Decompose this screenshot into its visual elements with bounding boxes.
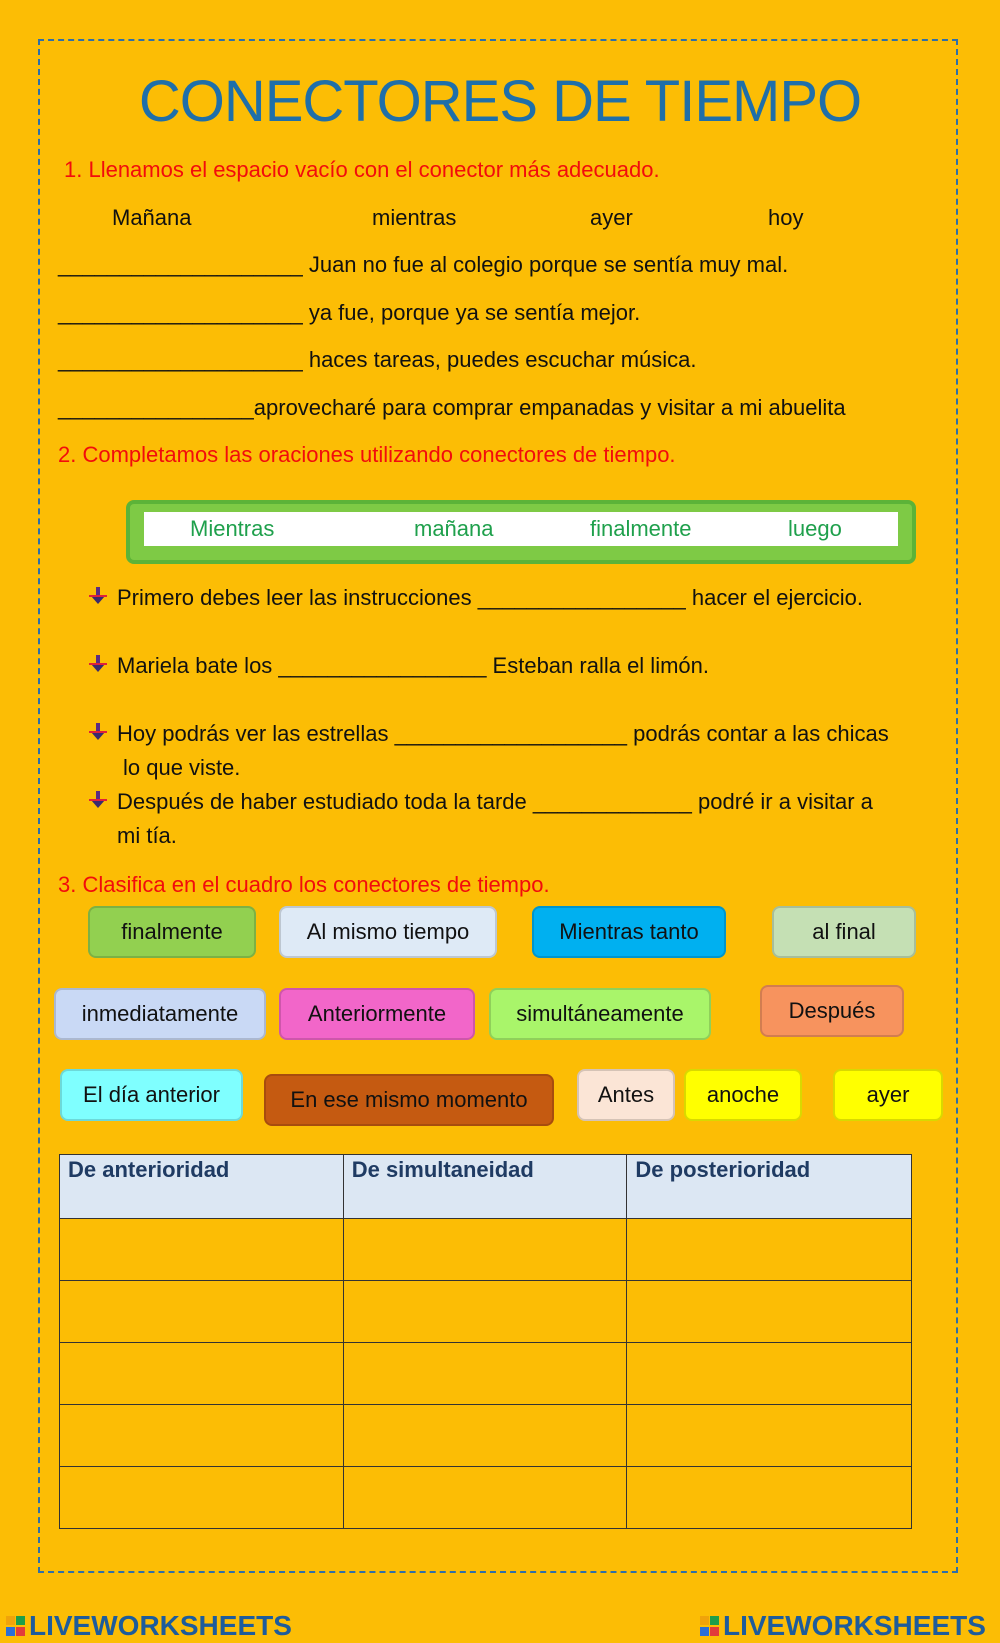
- exercise-item-continued: mi tía.: [117, 823, 177, 848]
- sentence-row: [58, 395, 846, 421]
- answer-blank[interactable]: ____________________: [58, 300, 303, 325]
- drop-cell[interactable]: [627, 1467, 912, 1529]
- connector-chip[interactable]: [279, 906, 497, 958]
- word-bank-item: finalmente: [590, 516, 692, 541]
- drop-cell[interactable]: [60, 1405, 344, 1467]
- chip-label: El día anterior: [83, 1082, 220, 1107]
- answer-blank[interactable]: ___________________: [394, 721, 628, 746]
- section2-heading: 2. Completamos las oraciones utilizando conectores de tiempo.: [58, 442, 676, 467]
- section1-option: Mañana: [112, 205, 192, 230]
- drop-cell[interactable]: [60, 1281, 344, 1343]
- chip-label: Antes: [597, 1082, 655, 1107]
- column-header-simultaneidad: De simultaneidad: [343, 1155, 627, 1219]
- table-row: [60, 1343, 912, 1405]
- connector-chip[interactable]: [760, 985, 904, 1037]
- exercise-item-continued: lo que viste.: [123, 755, 241, 780]
- word-bank: [126, 500, 916, 564]
- item-text: Mariela bate los: [117, 653, 279, 678]
- drop-cell[interactable]: [627, 1281, 912, 1343]
- chip-label: al final: [812, 919, 876, 944]
- answer-blank[interactable]: _____________: [532, 789, 692, 814]
- table-row: [60, 1405, 912, 1467]
- sentence-text: haces tareas, puedes escuchar música.: [302, 347, 697, 372]
- word-bank-item: Mientras: [190, 516, 275, 541]
- connector-chip[interactable]: [54, 988, 266, 1040]
- chip-label: simultáneamente: [516, 1001, 684, 1026]
- column-header-posterioridad: De posterioridad: [627, 1155, 912, 1219]
- drop-cell[interactable]: [343, 1405, 627, 1467]
- drop-cell[interactable]: [60, 1467, 344, 1529]
- connector-chip[interactable]: [489, 988, 711, 1040]
- answer-blank[interactable]: ____________________: [58, 252, 303, 277]
- drop-cell[interactable]: [343, 1467, 627, 1529]
- section1-option: mientras: [372, 205, 457, 230]
- connector-chip[interactable]: [833, 1069, 943, 1121]
- table-row: [60, 1281, 912, 1343]
- sentence-text: Juan no fue al colegio porque se sentía muy mal.: [302, 252, 789, 277]
- exercise-item: [117, 789, 873, 815]
- section1-option: hoy: [768, 205, 804, 230]
- liveworksheets-logo-icon: [700, 1614, 720, 1638]
- arrow-bullet-icon: [89, 791, 107, 809]
- word-bank-item: luego: [788, 516, 842, 541]
- item-text: Después de haber estudiado toda la tarde: [117, 789, 533, 814]
- arrow-bullet-icon: [89, 655, 107, 673]
- connector-chip[interactable]: [772, 906, 916, 958]
- drop-cell[interactable]: [627, 1343, 912, 1405]
- drop-cell[interactable]: [60, 1343, 344, 1405]
- item-text: Primero debes leer las instrucciones: [117, 585, 478, 610]
- arrow-bullet-icon: [89, 587, 107, 605]
- liveworksheets-logo: [700, 1610, 986, 1642]
- chip-label: Mientras tanto: [559, 919, 699, 944]
- drop-cell[interactable]: [343, 1281, 627, 1343]
- section1-heading: 1. Llenamos el espacio vacío con el conector más adecuado.: [64, 157, 660, 182]
- chip-label: En ese mismo momento: [290, 1087, 528, 1112]
- table-header-row: [60, 1155, 912, 1219]
- connector-chip[interactable]: [577, 1069, 675, 1121]
- item-text: hacer el ejercicio.: [685, 585, 864, 610]
- section3-heading: 3. Clasifica en el cuadro los conectores de tiempo.: [58, 872, 550, 897]
- table-row: [60, 1467, 912, 1529]
- chip-label: finalmente: [121, 919, 223, 944]
- drop-cell[interactable]: [627, 1405, 912, 1467]
- item-text: Esteban ralla el limón.: [486, 653, 709, 678]
- connector-chip[interactable]: [264, 1074, 554, 1126]
- table-row: [60, 1219, 912, 1281]
- connector-chip[interactable]: [532, 906, 726, 958]
- drop-cell[interactable]: [343, 1343, 627, 1405]
- sentence-row: [58, 300, 640, 326]
- exercise-item: [117, 653, 709, 679]
- page-title: CONECTORES DE TIEMPO: [138, 69, 862, 134]
- arrow-bullet-icon: [89, 723, 107, 741]
- answer-blank[interactable]: _________________: [477, 585, 686, 610]
- answer-blank[interactable]: _________________: [278, 653, 487, 678]
- chip-label: ayer: [866, 1082, 910, 1107]
- item-text: podré ir a visitar a: [691, 789, 873, 814]
- word-bank-inner: [144, 512, 898, 546]
- word-bank-item: mañana: [414, 516, 494, 541]
- sentence-row: [58, 252, 788, 278]
- column-header-anterioridad: De anterioridad: [60, 1155, 344, 1219]
- item-text: Hoy podrás ver las estrellas: [117, 721, 395, 746]
- drop-cell[interactable]: [627, 1219, 912, 1281]
- connector-chip[interactable]: [279, 988, 475, 1040]
- sentence-text: ya fue, porque ya se sentía mejor.: [302, 300, 641, 325]
- liveworksheets-logo-icon: [6, 1614, 26, 1638]
- exercise-item: [117, 585, 863, 611]
- item-text: podrás contar a las chicas: [627, 721, 889, 746]
- classification-table: [59, 1154, 912, 1529]
- sentence-text: aprovecharé para comprar empanadas y visitar a mi abuelita: [253, 395, 846, 420]
- section1-option: ayer: [590, 205, 633, 230]
- sentence-row: [58, 347, 696, 373]
- connector-chip[interactable]: [684, 1069, 802, 1121]
- chip-label: Anteriormente: [307, 1001, 447, 1026]
- logo-text: LIVEWORKSHEETS: [723, 1610, 986, 1641]
- exercise-item: [117, 721, 889, 747]
- logo-text: LIVEWORKSHEETS: [29, 1610, 292, 1641]
- connector-chip[interactable]: [60, 1069, 243, 1121]
- drop-cell[interactable]: [343, 1219, 627, 1281]
- chip-label: Después: [788, 998, 876, 1023]
- answer-blank[interactable]: ____________________: [58, 347, 303, 372]
- chip-label: inmediatamente: [81, 1001, 239, 1026]
- liveworksheets-logo: [6, 1610, 292, 1642]
- chip-label: anoche: [706, 1082, 780, 1107]
- drop-cell[interactable]: [60, 1219, 344, 1281]
- connector-chip[interactable]: [88, 906, 256, 958]
- chip-label: Al mismo tiempo: [306, 919, 470, 944]
- answer-blank[interactable]: ________________: [58, 395, 254, 420]
